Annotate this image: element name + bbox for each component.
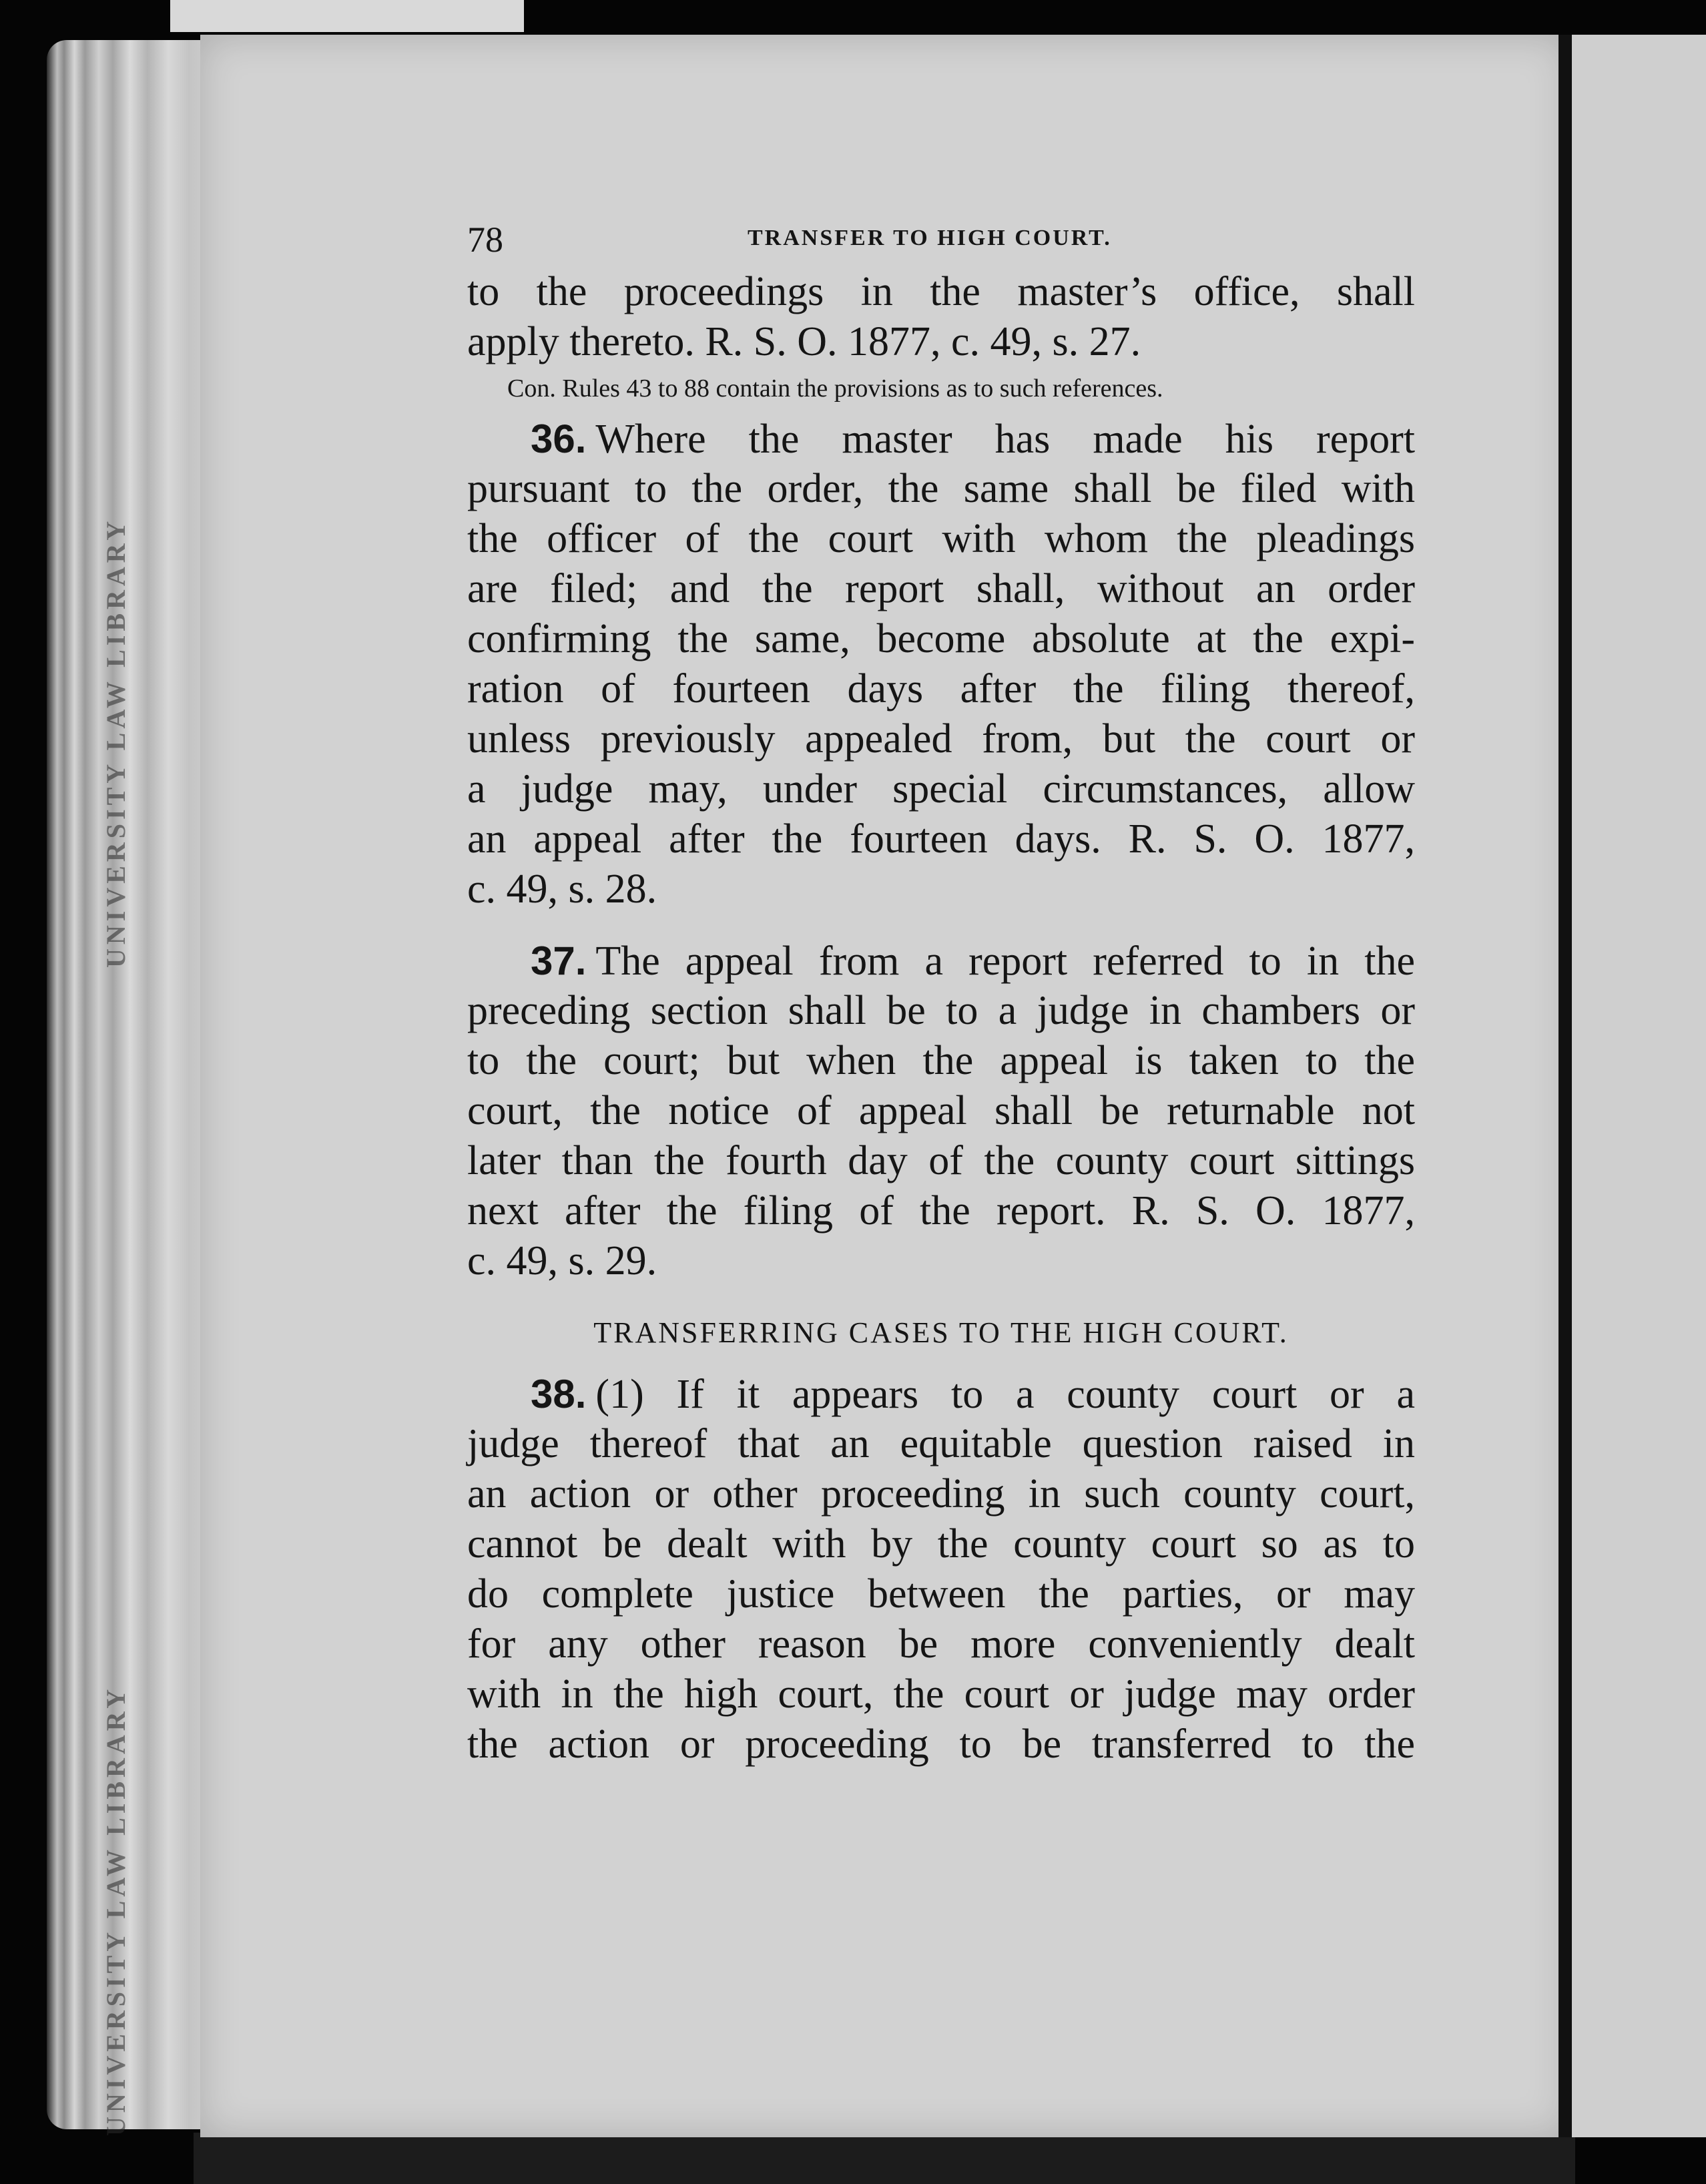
facing-page-edge <box>1572 35 1706 2137</box>
section-first-line-text: The appeal from a report referred to in the <box>595 938 1415 984</box>
section-37 <box>467 936 1415 1286</box>
page-number: 78 <box>467 220 503 260</box>
text-line: next after the filing of the report. R. S. O. 1877, <box>467 1188 1415 1234</box>
section-number: 36. <box>531 417 587 461</box>
section-first-line-text: Where the master has made his report <box>595 417 1415 462</box>
text-line: pursuant to the order, the same shall be filed with <box>467 466 1415 511</box>
footnote-reference: Con. Rules 43 to 88 contain the provisions as to such references. <box>507 374 1163 402</box>
bottom-shadow-band <box>194 2133 1575 2184</box>
edge-library-stamp-lower: UNIVERSITY LAW LIBRARY <box>101 1685 131 2136</box>
text-line: the officer of the court with whom the pleadings <box>467 516 1415 561</box>
section-first-line <box>467 414 1415 464</box>
section-first-line-text: (1) If it appears to a county court or a <box>595 1372 1415 1417</box>
text-line: court, the notice of appeal shall be returnable not <box>467 1088 1415 1133</box>
text-line: ration of fourteen days after the filing thereof, <box>467 666 1415 712</box>
text-line: cannot be dealt with by the county court so as to <box>467 1521 1415 1567</box>
section-38 <box>467 1369 1415 1769</box>
text-line: apply thereto. R. S. O. 1877, c. 49, s. 27. <box>467 319 1141 364</box>
text-line: are filed; and the report shall, without an order <box>467 566 1415 611</box>
section-first-line <box>467 936 1415 986</box>
text-line: c. 49, s. 29. <box>467 1238 657 1284</box>
section-number: 37. <box>531 938 587 983</box>
text-line: unless previously appealed from, but the court or <box>467 716 1415 762</box>
text-line: preceding section shall be to a judge in chambers or <box>467 988 1415 1033</box>
text-line: confirming the same, become absolute at the expi- <box>467 616 1415 661</box>
text-line: a judge may, under special circumstances, allow <box>467 766 1415 812</box>
text-column <box>467 214 1415 1769</box>
text-line: c. 49, s. 28. <box>467 866 657 912</box>
text-line: an appeal after the fourteen days. R. S. O. 1877, <box>467 816 1415 862</box>
previous-leaf-flap <box>170 0 524 32</box>
section-first-line <box>467 1369 1415 1419</box>
section-36 <box>467 414 1415 914</box>
text-line: to the proceedings in the master’s office, shall <box>467 269 1415 314</box>
text-line: judge thereof that an equitable question raised in <box>467 1421 1415 1466</box>
section-number: 38. <box>531 1372 587 1416</box>
text-line: to the court; but when the appeal is taken to the <box>467 1038 1415 1083</box>
edge-library-stamp-upper: UNIVERSITY LAW LIBRARY <box>101 517 131 968</box>
text-line: with in the high court, the court or judge may order <box>467 1671 1415 1717</box>
text-line: do complete justice between the parties, or may <box>467 1571 1415 1617</box>
text-line: the action or proceeding to be transferred to the <box>467 1721 1415 1767</box>
text-line: for any other reason be more conveniently dealt <box>467 1621 1415 1667</box>
running-title: TRANSFER TO HIGH COURT. <box>748 226 1112 250</box>
text-line: an action or other proceeding in such county court, <box>467 1471 1415 1517</box>
continuation-paragraph <box>467 267 1415 367</box>
text-line: later than the fourth day of the county court sittings <box>467 1138 1415 1183</box>
gutter-strip <box>1558 35 1572 2137</box>
running-head <box>467 214 1415 267</box>
section-heading: TRANSFERRING CASES TO THE HIGH COURT. <box>593 1316 1289 1349</box>
